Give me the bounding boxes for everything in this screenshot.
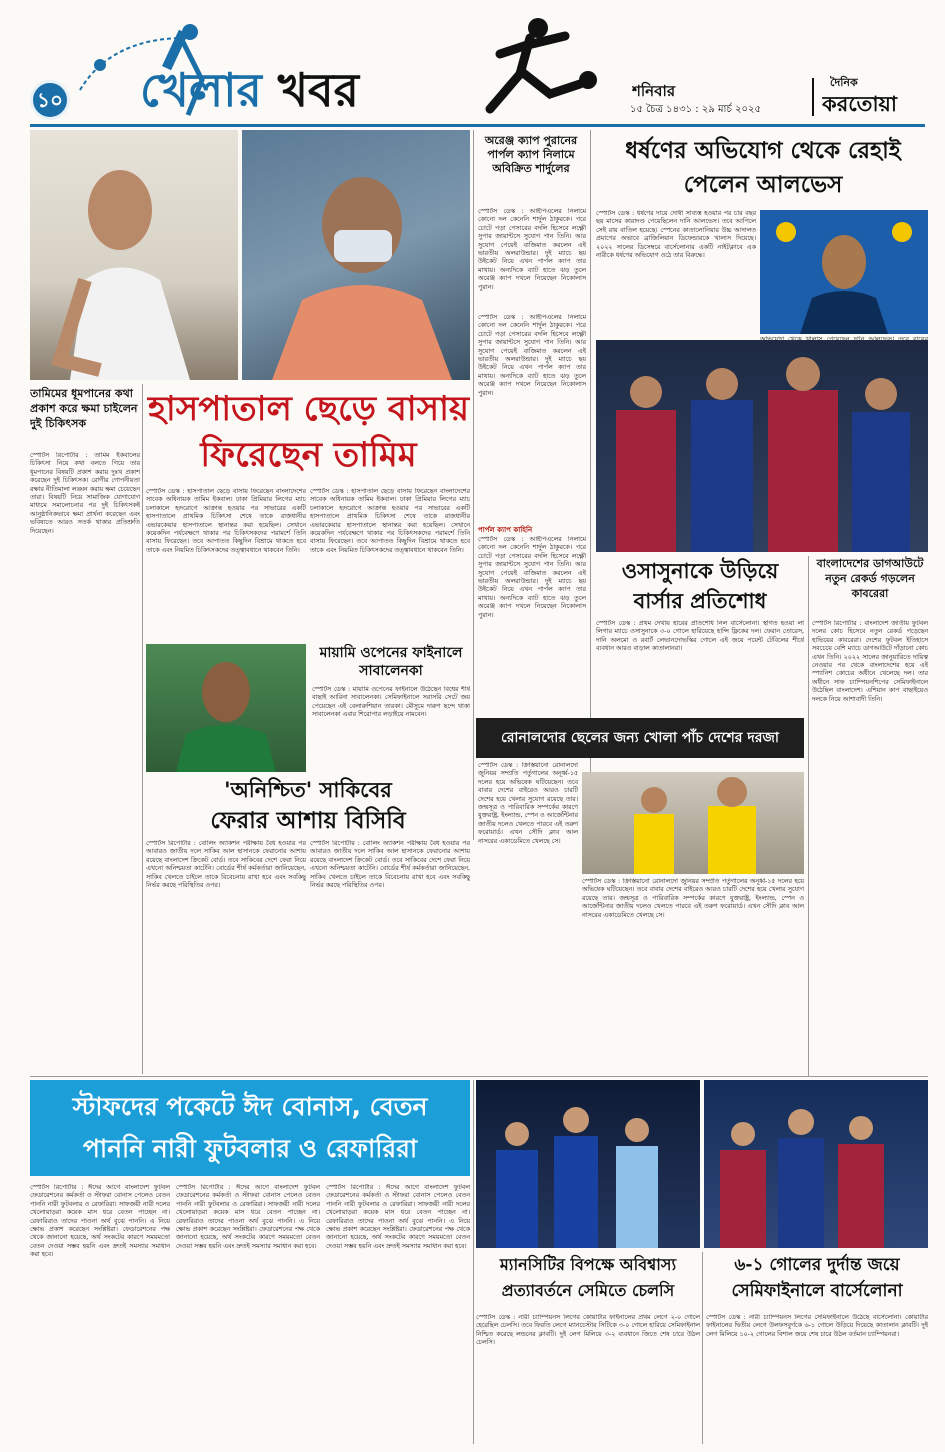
alves-headline: ধর্ষণের অভিযোগ থেকে রেহাই পেলেন আলভেস: [625, 138, 901, 198]
masthead-rule: [30, 124, 925, 127]
tamim-body-col1: স্পোর্টস ডেস্ক : হাসপাতাল ছেড়ে বাসায় ফিরেছেন বাংলাদেশের সাবেক অধিনায়ক তামিম ইকবাল। ঢাকা প্রিমিয়ার লিগের ম্যাচ চলাকালে হৃদরোগে আক্রান্ত হওয়ার পর সাভারের একটি হাসপাতালে প্রাথমিক চিকিৎসা শেষে তাকে রাজধানীর এভারকেয়ার হাসপাতালে স্থানান্তর করা হয়েছিল। সেখানে কয়েকদিন পর্যবেক্ষণে থাকার পর চিকিৎসকদের পরামর্শে তিনি বাসায় ফিরেছেন। তবে আপাতত কিছুদিন বিশ্রামে থাকতে হবে তাকে এবং নিয়মিত চিকিৎসকদের তত্ত্বাবধানে থাকবেন তিনি।: [146, 488, 306, 554]
issue-date: ১৫ চৈত্র ১৪৩১ : ২৯ মার্চ ২০২৫: [630, 104, 762, 115]
eid-bonus-body-col2: স্পোর্টস রিপোর্টার : ঈদের আগে বাংলাদেশ ফুটবল ফেডারেশনের কর্মকর্তা ও স্টাফরা বোনাস পেলেও বেতন পাননি নারী ফুটবলার ও রেফারিরা। সাফজয়ী নারী দলের খেলোয়াড়রা কয়েক মাস ধরে বেতন পাচ্ছেন না। রেফারিরাও তাদের পাওনা অর্থ বুঝে পাননি। এ নিয়ে ক্ষোভ প্রকাশ করেছেন সংশ্লিষ্টরা। ফেডারেশনের পক্ষ থেকে জানানো হয়েছে, অর্থ সংকটের কারণে সময়মতো বেতন দেওয়া সম্ভব হয়নি এবং দ্রুতই সমস্যার সমাধান করা হবে।: [176, 1184, 320, 1250]
shakib-body-col2: স্পোর্টস রিপোর্টার : বোলিং অ্যাকশন পরীক্ষায় বৈধ হওয়ার পর আবারও জাতীয় দলে সাকিব আল হাসানকে ফেরানোর আশায় রয়েছে বাংলাদেশ ক্রিকেট বোর্ড। তবে সাকিবের দেশে ফেরা নিয়ে এখনো অনিশ্চয়তা কাটেনি। বোর্ডের শীর্ষ কর্মকর্তারা জানিয়েছেন, সাকিব খেলতে চাইলে তাকে বিবেচনায় রাখা হবে এবং সবকিছু নির্ভর করছে পরিস্থিতির ওপর।: [310, 840, 470, 890]
cabrera-body: স্পোর্টস রিপোর্টার : বাংলাদেশ জাতীয় ফুটবল দলের কোচ হিসেবে নতুন রেকর্ড গড়েছেন হাভিয়ের কাবরেরা। দেশের ফুটবল ইতিহাসে সবচেয়ে বেশি ম্যাচে ডাগআউটে দাঁড়ানো কোচ এখন তিনি। ২০২২ সালের জানুয়ারিতে দায়িত্ব নেওয়ার পর থেকে বাংলাদেশের হয়ে এই স্প্যানিশ কোচের অধীনে খেলেছে দল। তার অধীনে সাফ চ্যাম্পিয়নশিপের সেমিফাইনালে উঠেছিল বাংলাদেশ। এশিয়ান কাপ বাছাইয়েও দলকে নিয়ে আশাবাদী তিনি।: [812, 620, 928, 703]
column-rule: [808, 556, 809, 1076]
purple-cap-body-more: স্পোর্টস ডেস্ক : আইপিএলের নিলামে কোনো দল কেনেনি শার্দুল ঠাকুরকে। পরে চোটে পড়া পেসারের বদলি হিসেবে লক্ষ্ণৌ সুপার জায়ান্টসে সুযোগ পান তিনি। আর সুযোগ পেয়েই বাজিমাত করলেন এই ভারতীয় অলরাউন্ডার। দুই ম্যাচে ছয় উইকেট নিয়ে এখন পার্পল ক্যাপ তার মাথায়। অন্যদিকে ব্যাট হাতে ঝড় তুলে অরেঞ্জ ক্যাপ দখলে নিয়েছেন নিকোলাস পুরান।: [478, 536, 586, 619]
section-title-part2: খবর: [277, 63, 359, 117]
paper-label: দৈনিক: [830, 76, 858, 89]
eid-bonus-banner: [30, 1080, 470, 1176]
ronaldo-son-photo: [582, 772, 804, 874]
miami-headline: মায়ামি ওপেনের ফাইনালে সাবালেনকা: [319, 645, 463, 679]
shakib-body-col1: স্পোর্টস রিপোর্টার : বোলিং অ্যাকশন পরীক্ষায় বৈধ হওয়ার পর আবারও জাতীয় দলে সাকিব আল হাসানকে ফেরানোর আশায় রয়েছে বাংলাদেশ ক্রিকেট বোর্ড। তবে সাকিবের দেশে ফেরা নিয়ে এখনো অনিশ্চয়তা কাটেনি। বোর্ডের শীর্ষ কর্মকর্তারা জানিয়েছেন, সাকিব খেলতে চাইলে তাকে বিবেচনায় রাখা হবে এবং সবকিছু নির্ভর করছে পরিস্থিতির ওপর।: [146, 840, 306, 890]
barca-women-body: স্পোর্টস ডেস্ক : নারী চ্যাম্পিয়নস লিগের সেমিফাইনালে উঠেছে বার্সেলোনা। কোয়ার্টার ফাইনালের দ্বিতীয় লেগে উলফসবুর্গকে ৬-১ গোলে উড়িয়ে দিয়েছে কাতালান ক্লাবটি। দুই লেগ মিলিয়ে ১০-২ গোলের বিশাল জয়ে শেষ চারে উঠল বর্তমান চ্যাম্পিয়নরা।: [706, 1314, 928, 1338]
doctor-photo: [30, 130, 238, 380]
page-number: ১০: [37, 88, 63, 112]
shakib-headline-top: 'অনিশ্চিত' সাকিবের: [224, 778, 392, 802]
ronaldo-body-col2: স্পোর্টস ডেস্ক : ক্রিস্তিয়ানো রোনালদো জুনিয়র সম্প্রতি পর্তুগালের অনূর্ধ্ব-১৫ দলের হয়ে অভিষেক ঘটিয়েছেন। তবে বাবার দেশের বাইরেও আরও চারটি দেশের হয়ে খেলার সুযোগ রয়েছে তার। জন্মসূত্র ও পারিবারিক সম্পর্কের কারণে যুক্তরাষ্ট্র, ইংল্যান্ড, স্পেন ও আর্জেন্টিনার জাতীয় দলেও খেলতে পারবে এই তরুণ ফরোয়ার্ড। এখন সৌদি ক্লাব আল নাসরের একাডেমিতে খেলছে সে।: [582, 878, 804, 919]
barca-women-headline: ৬-১ গোলের দুর্দান্ত জয়ে সেমিফাইনালে বার্সেলোনা: [731, 1255, 903, 1301]
date-divider: [812, 78, 814, 116]
shakib-photo: [146, 644, 306, 772]
barca-osasuna-headline: ওসাসুনাকে উড়িয়ে বার্সার প্রতিশোধ: [621, 559, 779, 613]
ronaldo-headline: রোনালদোর ছেলের জন্য খোলা পাঁচ দেশের দরজা: [501, 730, 779, 746]
tamim-body-col2: স্পোর্টস ডেস্ক : হাসপাতাল ছেড়ে বাসায় ফিরেছেন বাংলাদেশের সাবেক অধিনায়ক তামিম ইকবাল। ঢাকা প্রিমিয়ার লিগের ম্যাচ চলাকালে হৃদরোগে আক্রান্ত হওয়ার পর সাভারের একটি হাসপাতালে প্রাথমিক চিকিৎসা শেষে তাকে রাজধানীর এভারকেয়ার হাসপাতালে স্থানান্তর করা হয়েছিল। সেখানে কয়েকদিন পর্যবেক্ষণে থাকার পর চিকিৎসকদের পরামর্শে তিনি বাসায় ফিরেছেন। তবে আপাতত কিছুদিন বিশ্রামে থাকতে হবে তাকে এবং নিয়মিত চিকিৎসকদের তত্ত্বাবধানে থাকবেন তিনি।: [310, 488, 470, 554]
eid-bonus-headline: স্টাফদের পকেটে ঈদ বোনাস, বেতন পাননি নারী ফুটবলার ও রেফারিরা: [72, 1092, 428, 1163]
eid-bonus-body-col3: স্পোর্টস রিপোর্টার : ঈদের আগে বাংলাদেশ ফুটবল ফেডারেশনের কর্মকর্তা ও স্টাফরা বোনাস পেলেও বেতন পাননি নারী ফুটবলার ও রেফারিরা। সাফজয়ী নারী দলের খেলোয়াড়রা কয়েক মাস ধরে বেতন পাচ্ছেন না। রেফারিরাও তাদের পাওনা অর্থ বুঝে পাননি। এ নিয়ে ক্ষোভ প্রকাশ করেছেন সংশ্লিষ্টরা। ফেডারেশনের পক্ষ থেকে জানানো হয়েছে, অর্থ সংকটের কারণে সময়মতো বেতন দেওয়া সম্ভব হয়নি এবং দ্রুতই সমস্যার সমাধান করা হবে।: [326, 1184, 470, 1250]
alves-body: স্পোর্টস ডেস্ক : ধর্ষণের দায়ে দোষী সাব্যস্ত হওয়ার পর চার বছর ছয় মাসের কারাদণ্ড পেয়েছিলেন দানি আলভেস। তবে আপিলে সেই রায় বাতিল হয়েছে। স্পেনের কাতালোনিয়ার উচ্চ আদালত প্রমাণের অভাবে ব্রাজিলিয়ান ডিফেন্ডারকে খালাস দিয়েছে। ২০২২ সালের ডিসেম্বরে বার্সেলোনার একটি নাইটক্লাবে এক নারীকে ধর্ষণের অভিযোগ ওঠে তার বিরুদ্ধে।: [596, 210, 756, 260]
footballer-silhouette-icon: [460, 14, 600, 124]
cabrera-headline: বাংলাদেশের ডাগআউটে নতুন রেকর্ড গড়লেন কাবরেরা: [816, 557, 924, 600]
miami-body: স্পোর্টস ডেস্ক : মায়ামি ওপেনের ফাইনালে উঠেছেন বিশ্বের শীর্ষ বাছাই আরিনা সাবালেনকা। সেমিফাইনালে সরাসরি সেটে জয় পেয়েছেন এই বেলারুশিয়ান তারকা। মৌসুমে দারুণ ছন্দে থাকা সাবালেনকা এবার শিরোপার লড়াইয়ে নামবেন।: [312, 686, 470, 719]
purple-cap-headline: অরেঞ্জ ক্যাপ পুরানের পার্পল ক্যাপ নিলামে অবিক্রিত শার্দুলের: [484, 134, 578, 175]
purple-cap-body-cont: স্পোর্টস ডেস্ক : আইপিএলের নিলামে কোনো দল কেনেনি শার্দুল ঠাকুরকে। পরে চোটে পড়া পেসারের বদলি হিসেবে লক্ষ্ণৌ সুপার জায়ান্টসে সুযোগ পান তিনি। আর সুযোগ পেয়েই বাজিমাত করলেন এই ভারতীয় অলরাউন্ডার। দুই ম্যাচে ছয় উইকেট নিয়ে এখন পার্পল ক্যাপ তার মাথায়। অন্যদিকে ব্যাট হাতে ঝড় তুলে অরেঞ্জ ক্যাপ দখলে নিয়েছেন নিকোলাস পুরান।: [478, 314, 586, 397]
alves-photo: [760, 210, 928, 334]
barcelona-women-photo: [704, 1080, 928, 1248]
purple-cap-body: স্পোর্টস ডেস্ক : আইপিএলের নিলামে কোনো দল কেনেনি শার্দুল ঠাকুরকে। পরে চোটে পড়া পেসারের বদলি হিসেবে লক্ষ্ণৌ সুপার জায়ান্টসে সুযোগ পান তিনি। আর সুযোগ পেয়েই বাজিমাত করলেন এই ভারতীয় অলরাউন্ডার। দুই ম্যাচে ছয় উইকেট নিয়ে এখন পার্পল ক্যাপ তার মাথায়। অন্যদিকে ব্যাট হাতে ঝড় তুলে অরেঞ্জ ক্যাপ দখলে নিয়েছেন নিকোলাস পুরান।: [478, 208, 586, 291]
section-title: [140, 60, 500, 120]
masthead: [0, 0, 945, 128]
barca-osasuna-body: স্পোর্টস ডেস্ক : প্রথম দেখায় হারের প্রতিশোধ নিল বার্সেলোনা। স্থগিত হওয়া লা লিগার ম্যাচে ওসাসুনাকে ৩-০ গোলে হারিয়েছে হান্সি ফ্লিকের দল। ফেরান তোরেস, দানি অলমো ও রবার্ট লেভানদোভস্কির গোলে এই জয়ে পয়েন্ট টেবিলের শীর্ষে ব্যবধান আরও বাড়াল কাতালানরা।: [596, 620, 804, 653]
ronaldo-headline-bar: [476, 718, 804, 758]
chelsea-players-photo: [476, 1080, 700, 1248]
purple-cap-sub-label: পার্পল ক্যাপ কাহিনি: [478, 526, 533, 534]
tamim-headline: হাসপাতাল ছেড়ে বাসায় ফিরেছেন তামিম: [148, 389, 469, 475]
page-number-badge: [30, 80, 70, 120]
column-rule: [473, 1080, 474, 1444]
ronaldo-body-col1: স্পোর্টস ডেস্ক : ক্রিস্তিয়ানো রোনালদো জুনিয়র সম্প্রতি পর্তুগালের অনূর্ধ্ব-১৫ দলের হয়ে অভিষেক ঘটিয়েছেন। তবে বাবার দেশের বাইরেও আরও চারটি দেশের হয়ে খেলার সুযোগ রয়েছে তার। জন্মসূত্র ও পারিবারিক সম্পর্কের কারণে যুক্তরাষ্ট্র, ইংল্যান্ড, স্পেন ও আর্জেন্টিনার জাতীয় দলেও খেলতে পারবে এই তরুণ ফরোয়ার্ড। এখন সৌদি ক্লাব আল নাসরের একাডেমিতে খেলছে সে।: [478, 762, 578, 845]
chelsea-headline: ম্যানসিটির বিপক্ষে অবিশ্বাস্য প্রত্যাবর্তনে সেমিতে চেলসি: [499, 1255, 677, 1300]
chelsea-body: স্পোর্টস ডেস্ক : নারী চ্যাম্পিয়নস লিগের কোয়ার্টার ফাইনালের প্রথম লেগে ২-০ গোলে হেরেছিল চেলসি। তবে ফিরতি লেগে ম্যানচেস্টার সিটিকে ৩-০ গোলে হারিয়ে সেমিফাইনাল নিশ্চিত করেছে লন্ডনের ক্লাবটি। দুই লেগ মিলিয়ে ৩-২ ব্যবধানে জিতে শেষ চারে উঠল চেলসি।: [476, 1314, 700, 1347]
eid-bonus-body-col1: স্পোর্টস রিপোর্টার : ঈদের আগে বাংলাদেশ ফুটবল ফেডারেশনের কর্মকর্তা ও স্টাফরা বোনাস পেলেও বেতন পাননি নারী ফুটবলার ও রেফারিরা। সাফজয়ী নারী দলের খেলোয়াড়রা কয়েক মাস ধরে বেতন পাচ্ছেন না। রেফারিরাও তাদের পাওনা অর্থ বুঝে পাননি। এ নিয়ে ক্ষোভ প্রকাশ করেছেন সংশ্লিষ্টরা। ফেডারেশনের পক্ষ থেকে জানানো হয়েছে, অর্থ সংকটের কারণে সময়মতো বেতন দেওয়া সম্ভব হয়নি এবং দ্রুতই সমস্যার সমাধান করা হবে।: [30, 1184, 170, 1259]
tamim-hospital-photo: [242, 130, 470, 380]
section-rule: [30, 1076, 928, 1077]
tamim-side-body: স্পোর্টস রিপোর্টার : তামিম ইকবালের চিকিৎসা নিয়ে কথা বলতে গিয়ে তার ধূমপানের বিষয়টি প্রকাশ করায় দুঃখ প্রকাশ করেছেন দুই চিকিৎসক। রোগীর গোপনীয়তা রক্ষার নীতিমালা লঙ্ঘন করায় ক্ষমা চেয়েছেন তারা। বিষয়টি নিয়ে সামাজিক যোগাযোগ মাধ্যমে সমালোচনার পর দুই চিকিৎসকই আনুষ্ঠানিকভাবে ক্ষমা প্রার্থনা করেছেন এবং ভবিষ্যতে আরও সতর্ক থাকার প্রতিশ্রুতি দিয়েছেন।: [30, 452, 140, 535]
paper-name: করতোয়া: [822, 92, 897, 116]
column-rule: [142, 384, 143, 1074]
issue-day: শনিবার: [632, 82, 676, 100]
tamim-side-headline: তামিমের ধূমপানের কথা প্রকাশ করে ক্ষমা চাইলেন দুই চিকিৎসক: [30, 387, 138, 430]
barcelona-players-photo: [596, 340, 928, 552]
column-rule: [473, 130, 474, 840]
column-rule: [702, 1252, 703, 1444]
section-title-part1: খেলার: [140, 63, 262, 117]
shakib-headline-bottom: ফেরার আশায় বিসিবি: [210, 808, 406, 834]
